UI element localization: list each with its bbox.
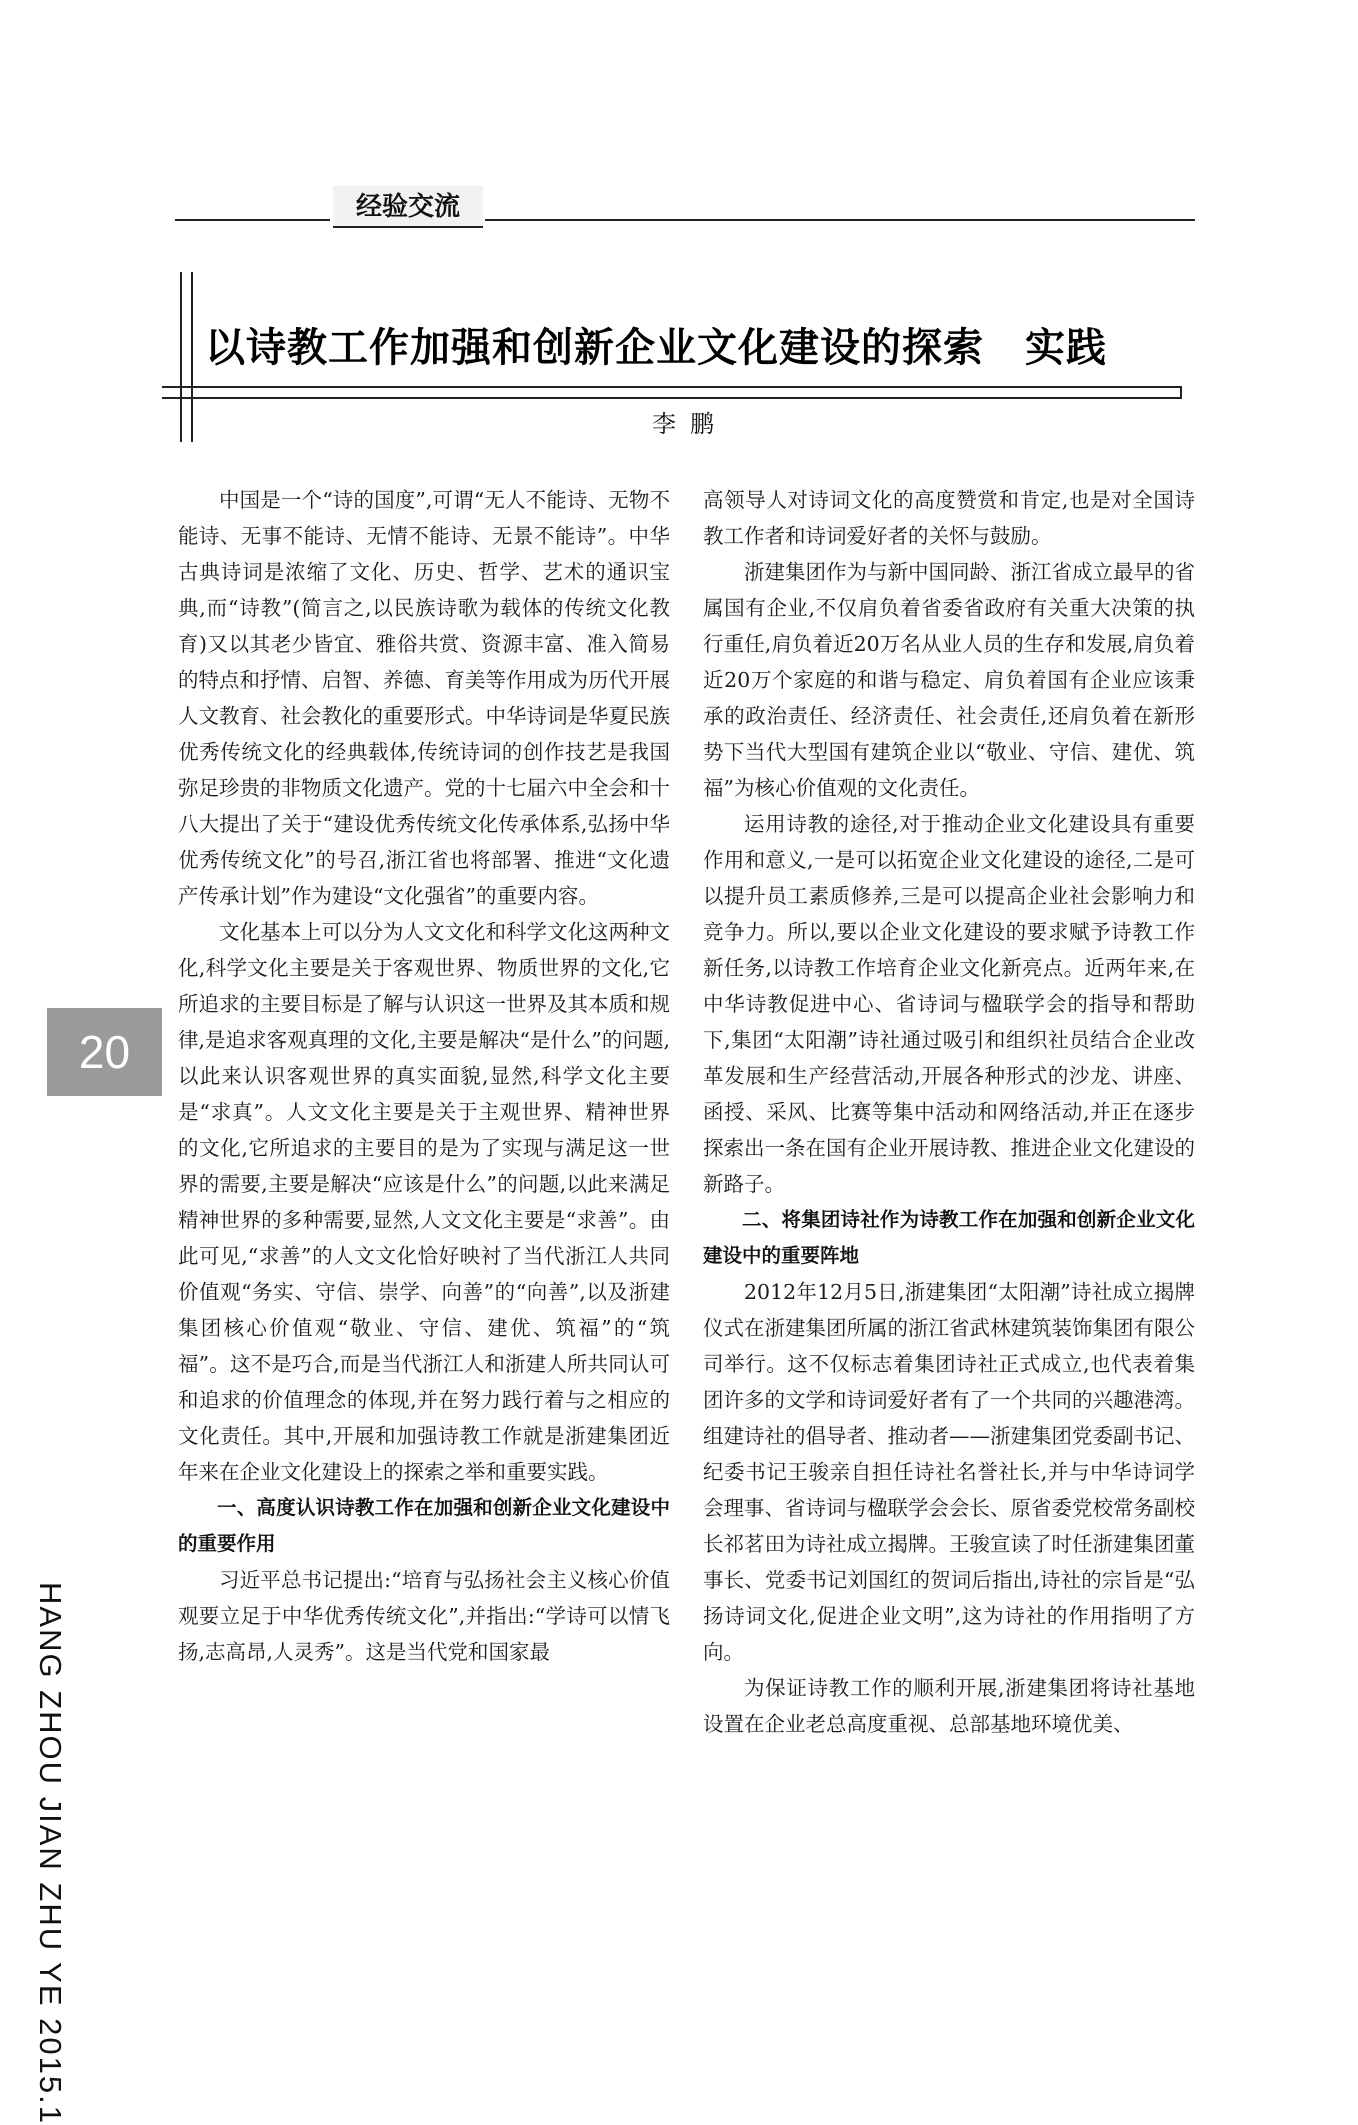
article-title: 以诗教工作加强和创新企业文化建设的探索 实践 — [205, 325, 1107, 371]
body-paragraph: 运用诗教的途径,对于推动企业文化建设具有重要作用和意义,一是可以拓宽企业文化建设的途径,二是可以提升员工素质修养,三是可以提高企业社会影响力和竞争力。所以,要以企业文化建设的要求赋予诗教工作新任务,以诗教工作培育企业文化新亮点。近两年来,在中华诗教促进中心、省诗词与楹联学会的指导和帮助下,集团“太阳潮”诗社通过吸引和组织社员结合企业改革发展和生产经营活动,开展各种形式的沙龙、讲座、函授、采风、比赛等集中活动和网络活动,并正在逐步探索出一条在国有企业开展诗教、推进企业文化建设的新路子。 — [703, 812, 1195, 1196]
journal-running-head: HANG ZHOU JIAN ZHU YE 2015.1 — [33, 1582, 68, 2125]
body-paragraph: 浙建集团作为与新中国同龄、浙江省成立最早的省属国有企业,不仅肩负着省委省政府有关重大决策的执行重任,肩负着近20万名从业人员的生存和发展,肩负着近20万个家庭的和谐与稳定、肩负着国有企业应该秉承的政治责任、经济责任、社会责任,还肩负着在新形势下当代大型国有建筑企业以“敬业、守信、建优、筑福”为核心价值观的文化责任。 — [703, 560, 1195, 800]
body-paragraph: 2012年12月5日,浙建集团“太阳潮”诗社成立揭牌仪式在浙建集团所属的浙江省武林建筑装饰集团有限公司举行。这不仅标志着集团诗社正式成立,也代表着集团许多的文学和诗词爱好者有了一个共同的兴趣港湾。组建诗社的倡导者、推动者——浙建集团党委副书记、纪委书记王骏亲自担任诗社名誉社长,并与中华诗词学会理事、省诗词与楹联学会会长、原省委党校常务副校长祁茗田为诗社成立揭牌。王骏宣读了时任浙建集团董事长、党委书记刘国红的贺词后指出,诗社的宗旨是“弘扬诗词文化,促进企业文明”,这为诗社的作用指明了方向。 — [703, 1280, 1195, 1664]
body-paragraph: 高领导人对诗词文化的高度赞赏和肯定,也是对全国诗教工作者和诗词爱好者的关怀与鼓励。 — [703, 488, 1195, 548]
section-label: 经验交流 — [333, 186, 483, 228]
page-number: 20 — [47, 1008, 162, 1096]
header-rule-left — [175, 219, 330, 221]
section-heading: 一、高度认识诗教工作在加强和创新企业文化建设中的重要作用 — [178, 1496, 670, 1555]
body-paragraph: 习近平总书记提出:“培育与弘扬社会主义核心价值观要立足于中华优秀传统文化”,并指出:“学诗可以情飞扬,志高昂,人灵秀”。这是当代党和国家最 — [178, 1568, 670, 1664]
body-paragraph: 中国是一个“诗的国度”,可谓“无人不能诗、无物不能诗、无事不能诗、无情不能诗、无景不能诗”。中华古典诗词是浓缩了文化、历史、哲学、艺术的通识宝典,而“诗教”(简言之,以民族诗歌为载体的传统文化教育)又以其老少皆宜、雅俗共赏、资源丰富、准入简易的特点和抒情、启智、养德、育美等作用成为历代开展人文教育、社会教化的重要形式。中华诗词是华夏民族优秀传统文化的经典载体,传统诗词的创作技艺是我国弥足珍贵的非物质文化遗产。党的十七届六中全会和十八大提出了关于“建设优秀传统文化传承体系,弘扬中华优秀传统文化”的号召,浙江省也将部署、推进“文化遗产传承计划”作为建设“文化强省”的重要内容。 — [178, 488, 670, 908]
title-frame-horizontal — [162, 386, 1182, 399]
body-paragraph: 文化基本上可以分为人文文化和科学文化这两种文化,科学文化主要是关于客观世界、物质世界的文化,它所追求的主要目标是了解与认识这一世界及其本质和规律,是追求客观真理的文化,主要是解决“是什么”的问题,以此来认识客观世界的真实面貌,显然,科学文化主要是“求真”。人文文化主要是关于主观世界、精神世界的文化,它所追求的主要目的是为了实现与满足这一世界的需要,主要是解决“应该是什么”的问题,以此来满足精神世界的多种需要,显然,人文文化主要是“求善”。由此可见,“求善”的人文文化恰好映衬了当代浙江人共同价值观“务实、守信、崇学、向善”的“向善”,以及浙建集团核心价值观“敬业、守信、建优、筑福”的“筑福”。这不是巧合,而是当代浙江人和浙建人所共同认可和追求的价值理念的体现,并在努力践行着与之相应的文化责任。其中,开展和加强诗教工作就是浙建集团近年来在企业文化建设上的探索之举和重要实践。 — [178, 920, 670, 1484]
author-name: 李鹏 — [652, 410, 728, 438]
body-column-right — [703, 482, 1195, 1742]
body-paragraph: 为保证诗教工作的顺利开展,浙建集团将诗社基地设置在企业老总高度重视、总部基地环境优美、 — [703, 1676, 1195, 1736]
header-rule-right — [485, 219, 1195, 221]
body-column-left — [178, 482, 670, 1670]
title-frame-vertical — [180, 272, 193, 442]
section-heading: 二、将集团诗社作为诗教工作在加强和创新企业文化建设中的重要阵地 — [703, 1208, 1195, 1267]
